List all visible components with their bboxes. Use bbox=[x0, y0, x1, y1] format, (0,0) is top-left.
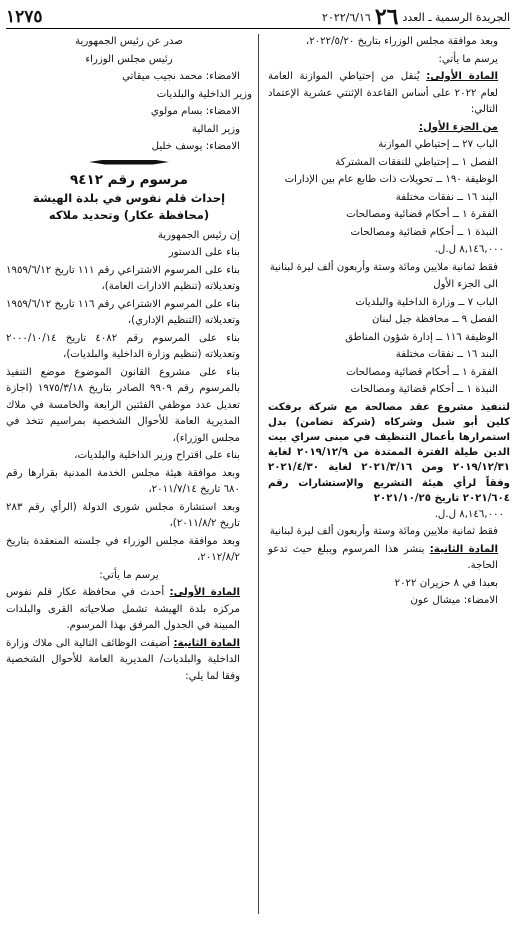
signature-line bbox=[6, 139, 252, 156]
separator-ornament bbox=[89, 160, 169, 165]
paragraph-text: النبذة ١ ــ أحكام قضائية ومصالحات bbox=[350, 384, 498, 395]
decree-paragraph bbox=[6, 500, 252, 533]
paragraph-text: وبعد استشارة مجلس شورى الدولة (الرأي رقم ٢٨٣ تاريخ ٢٠١١/٨/٢)، bbox=[6, 501, 240, 529]
decree-paragraph bbox=[6, 228, 252, 245]
paragraph-text: الوظيفة ١١٦ ــ إدارة شؤون المناطق bbox=[345, 331, 498, 343]
page-number: ١٢٧٥ bbox=[6, 7, 43, 27]
paragraph-text: الباب ٢٧ ــ إحتياطي الموازنة bbox=[378, 139, 498, 150]
paragraph-text: لتنفيذ مشروع عقد مصالحة مع شركة برفكت كلين أبو شبل وشركاه (شركة تضامن) بدل استمرارها بأعمال التنظيف في مبنى سراي بيت الدين طيلة الفترة الممتدة من ٢٠١٩/١٢/٩ لغاية ٢٠١٩/١٢/٣١ ومن ٢٠٢١/٣/١٦ لغاية ٢٠٢١/٤/٣٠ وفقاً لرأي هيئة التشريع والإستشارات رقم ٢٠٢١/٦٠٤ تاريخ ٢٠٢١/١٠/٢٥ bbox=[268, 401, 510, 504]
paragraph-text: النبذة ١ ــ أحكام قضائية ومصالحات bbox=[350, 226, 498, 238]
right-paragraph bbox=[268, 295, 510, 312]
paragraph-text: وبعد موافقة مجلس الوزراء بتاريخ ٢٠٢٢/٥/٢٠، bbox=[305, 36, 498, 47]
paragraph-text: ٨,١٤٦,٠٠٠ ل.ل. bbox=[434, 508, 504, 520]
right-paragraph bbox=[268, 330, 510, 347]
decree-paragraph bbox=[6, 568, 252, 585]
issue-number: ٢٦ bbox=[374, 4, 399, 30]
decree-paragraph bbox=[6, 365, 252, 448]
signature-line bbox=[6, 69, 252, 86]
decree-paragraph bbox=[6, 585, 252, 635]
article-label: المادة الثانية: bbox=[429, 543, 498, 555]
paragraph-text: الامضاء: بسام مولوي bbox=[150, 106, 240, 117]
paragraph-text: فقط ثمانية ملايين ومائة وستة وأربعون ألف ليرة لبنانية bbox=[269, 261, 498, 273]
right-paragraph bbox=[268, 400, 510, 506]
article-label: المادة الثانية: bbox=[173, 637, 240, 649]
right-paragraph bbox=[268, 242, 510, 259]
paragraph-text: بناء على المرسوم رقم ٤٠٨٢ تاريخ ٢٠٠٠/١٠/١٤ وتعديلاته (تنظيم وزارة الداخلية والبلديات)، bbox=[6, 332, 240, 360]
decree-paragraph bbox=[6, 636, 252, 686]
paragraph-text: فقط ثمانية ملايين ومائة وستة وأربعون ألف ليرة لبنانية bbox=[269, 526, 498, 538]
right-paragraph bbox=[268, 207, 510, 224]
paragraph-text: الفقرة ١ ــ أحكام قضائية ومصالحات bbox=[346, 366, 498, 378]
paragraph-text: بعبدا في ٨ حزيران ٢٠٢٢ bbox=[394, 577, 498, 589]
paragraph-text: بناء على المرسوم الاشتراعي رقم ١١٦ تاريخ ١٩٥٩/٦/١٢ وتعديلاته (التنظيم الإداري)، bbox=[6, 298, 240, 326]
article-label: المادة الأولى: bbox=[169, 587, 240, 598]
signature-line bbox=[6, 34, 252, 51]
paragraph-text: وبعد موافقة هيئة مجلس الخدمة المدنية بقرارها رقم ٦٨٠ تاريخ ٢٠١١/٧/١٤، bbox=[6, 467, 240, 495]
paragraph-text: يرسم ما يأتي: bbox=[99, 569, 159, 581]
decree-body bbox=[6, 228, 252, 686]
signature-line bbox=[6, 104, 252, 121]
paragraph-text: البند ١٦ ــ نفقات مختلفة bbox=[395, 349, 498, 360]
paragraph-text: رئيس مجلس الوزراء bbox=[85, 53, 173, 65]
right-paragraph bbox=[268, 172, 510, 189]
paragraph-text: ينشر هذا المرسوم ويبلغ حيث تدعو الحاجة. bbox=[268, 543, 498, 572]
paragraph-text: يُنقل من إحتياطي الموازنة العامة لعام ٢٠٢٢ على أساس القاعدة الإثنتي عشرية الإعتماد التالي: bbox=[268, 71, 498, 115]
signature-line bbox=[6, 52, 252, 69]
right-paragraph bbox=[268, 34, 510, 51]
column-divider bbox=[258, 34, 259, 914]
paragraph-text: وزير المالية bbox=[191, 123, 240, 135]
issue-date: ٢٠٢٢/٦/١٦ bbox=[322, 10, 371, 24]
decree-paragraph bbox=[6, 331, 252, 364]
right-paragraph bbox=[268, 365, 510, 382]
signatures-block bbox=[6, 34, 252, 156]
right-paragraph bbox=[268, 155, 510, 172]
right-paragraph bbox=[268, 524, 510, 541]
signature-line bbox=[6, 87, 252, 104]
right-paragraph bbox=[268, 190, 510, 207]
paragraph-text: الفصل ٩ ــ محافظة جبل لبنان bbox=[371, 314, 498, 325]
paragraph-text: ٨,١٤٦,٠٠٠ ل.ل. bbox=[434, 244, 504, 255]
gazette-title: الجريدة الرسمية ـ العدد bbox=[402, 10, 510, 24]
section-separator bbox=[6, 160, 252, 165]
right-paragraph bbox=[268, 542, 510, 575]
paragraph-text: الامضاء: ميشال عون bbox=[410, 595, 498, 607]
paragraph-text: صدر عن رئيس الجمهورية bbox=[75, 36, 183, 47]
paragraph-text: وزير الداخلية والبلديات bbox=[156, 88, 252, 100]
right-paragraph bbox=[268, 69, 510, 119]
right-paragraph bbox=[268, 593, 510, 610]
paragraph-text: الباب ٧ ــ وزارة الداخلية والبلديات bbox=[355, 296, 498, 308]
article-label: المادة الأولى: bbox=[426, 71, 498, 82]
decree-paragraph bbox=[6, 466, 252, 499]
paragraph-text: إن رئيس الجمهورية bbox=[157, 229, 240, 241]
paragraph-text: من الجزء الأول: bbox=[418, 121, 498, 133]
right-paragraph bbox=[268, 260, 510, 277]
right-paragraph bbox=[268, 312, 510, 329]
decree-paragraph bbox=[6, 448, 252, 465]
signature-line bbox=[6, 122, 252, 139]
paragraph-text: بناء على المرسوم الاشتراعي رقم ١١١ تاريخ ١٩٥٩/٦/١٢ وتعديلاته (تنظيم الادارات العامة)، bbox=[6, 264, 240, 292]
paragraph-text: يرسم ما يأتي: bbox=[438, 53, 498, 65]
decree-title: مرسوم رقم ٩٤١٢ bbox=[70, 171, 188, 188]
right-paragraph bbox=[268, 120, 510, 137]
decree-subtitle-line-2: (محافظة عكار) وتحديد ملاكه bbox=[48, 207, 210, 222]
paragraph-text: الى الجزء الأول bbox=[433, 279, 498, 290]
right-paragraph bbox=[268, 137, 510, 154]
paragraph-text: الامضاء: يوسف خليل bbox=[151, 141, 240, 152]
right-paragraph bbox=[268, 382, 510, 399]
paragraph-text: الامضاء: محمد نجيب ميقاتي bbox=[122, 71, 240, 82]
decree-paragraph bbox=[6, 263, 252, 296]
right-paragraph bbox=[268, 347, 510, 364]
decree-paragraph bbox=[6, 297, 252, 330]
decree-paragraph bbox=[6, 534, 252, 567]
paragraph-text: بناء على اقتراح وزير الداخلية والبلديات، bbox=[74, 450, 240, 461]
decree-paragraph bbox=[6, 245, 252, 262]
paragraph-text: أضيفت الوظائف التالية الى ملاك وزارة الداخلية والبلديات/ المديرية العامة للأحوال الشخصية وفقا لما يلي: bbox=[6, 637, 240, 682]
right-column bbox=[268, 34, 510, 930]
right-paragraph bbox=[268, 277, 510, 294]
paragraph-text: الفصل ١ ــ إحتياطي للنفقات المشتركة bbox=[335, 156, 498, 168]
left-column bbox=[6, 34, 252, 930]
right-paragraph bbox=[268, 576, 510, 593]
decree-subtitle-line-1: إحداث قلم نفوس في بلدة الهيشة bbox=[32, 190, 226, 205]
paragraph-text: الوظيفة ١٩٠ ــ تحويلات ذات طابع عام بين الإدارات bbox=[284, 174, 498, 185]
right-paragraph bbox=[268, 507, 510, 524]
right-paragraph bbox=[268, 225, 510, 242]
page-header bbox=[6, 6, 510, 29]
paragraph-text: الفقرة ١ ــ أحكام قضائية ومصالحات bbox=[346, 209, 498, 220]
paragraph-text: البند ١٦ ــ نفقات مختلفة bbox=[395, 191, 498, 203]
header-title-group bbox=[322, 4, 510, 30]
paragraph-text: وبعد موافقة مجلس الوزراء في جلسته المنعقدة بتاريخ ٢٠١٢/٨/٢، bbox=[6, 535, 240, 563]
right-paragraph bbox=[268, 52, 510, 69]
paragraph-text: بناء على مشروع القانون الموضوع موضع التنفيذ بالمرسوم رقم ٩٩٠٩ الصادر بتاريخ ١٩٧٥/٣/١٨ (اجازة تعديل عدد موظفي الفئتين الرابعة والخامسة في ملاك المديرية العامة للأحوال الشخصية بمراسيم تتخذ في مجلس الوزراء)، bbox=[6, 366, 240, 444]
paragraph-text: أحدث في محافظة عكار قلم نفوس مركزه بلدة الهيشة تشمل صلاحياته القرى والبلدات المبينة في الجدول المرفق بهذا المرسوم. bbox=[6, 587, 240, 631]
paragraph-text: بناء على الدستور bbox=[168, 247, 240, 258]
